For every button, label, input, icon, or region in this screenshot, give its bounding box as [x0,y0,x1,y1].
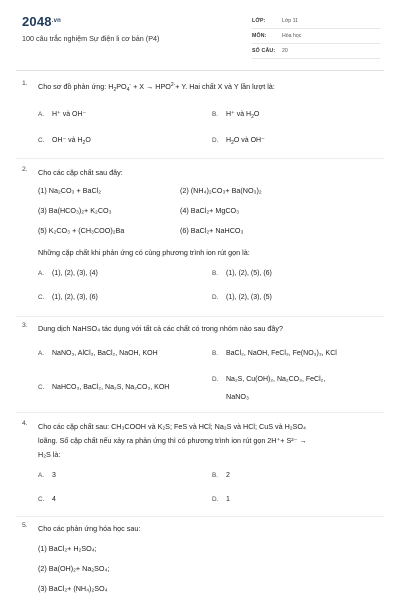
option-c[interactable]: C. 4 [38,496,56,503]
header-divider [16,70,384,71]
question-2 [22,166,378,180]
question-number: 1. [22,80,28,87]
option-d[interactable]: D. 1 [212,496,230,503]
reaction-item: (1) BaCl₂+ H₂SO₄; [38,544,97,553]
question-prompt: Những cặp chất khi phản ứng có cùng phương trình ion rút gọn là: [38,248,250,257]
option-a[interactable]: A. NaNO₃, AlCl₃, BaCl₂, NaOH, KOH [38,350,158,357]
meta-row-count [252,44,380,59]
option-d-continued: NaNO₃ [226,392,249,401]
meta-row-subject [252,29,380,44]
option-a[interactable]: A. (1), (2), (3), (4) [38,270,98,277]
meta-row-class [252,14,380,29]
meta-value: Hóa học [282,33,302,39]
option-b[interactable]: B. 2 [212,472,230,479]
header [0,0,400,78]
meta-key: MÔN: [252,33,267,39]
question-divider [16,516,384,517]
question-5 [22,522,378,536]
question-4 [22,420,378,462]
option-d[interactable]: D. $H_2O$ và OH⁻ [212,137,265,146]
question-divider [16,316,384,317]
question-stem: Cho các phản ứng hóa học sau: [38,524,141,533]
meta-table [252,14,380,59]
logo-main: 2048 [22,14,52,29]
meta-value: 20 [282,48,288,54]
option-c[interactable]: C. OH⁻ và $H_2O$ [38,137,91,146]
option-b[interactable]: B. BaCl₂, NaOH, FeCl₃, Fe(NO₃)₃, KCl [212,350,337,357]
option-b[interactable]: B. (1), (2), (5), (6) [212,270,272,277]
question-stem: Cho sơ đồ phản ứng: $H_2PO_4^- + X \to HPO^{2-}+ Y$. Hai chất X và Y lần lượt là: [38,82,275,93]
question-divider [16,158,384,159]
pair-item: (1) Na₂CO₃ + BaCl₂ [38,186,102,195]
meta-key: LỚP: [252,18,266,24]
option-a[interactable]: A. 3 [38,472,56,479]
stem-line: loãng. Số cặp chất nếu xảy ra phản ứng thì có phương trình ion rút gọn 2H⁺+ S²⁻ → [38,436,307,445]
question-number: 2. [22,166,28,173]
question-number: 5. [22,522,28,529]
question-number: 3. [22,322,28,329]
question-divider [16,412,384,413]
stem-line: Cho các cặp chất sau: CH₃COOH và K₂S; FeS và HCl; Na₂S và HCl; CuS và H₂SO₄ [38,422,306,431]
option-b[interactable]: B. H⁺ và $H_2O$ [212,111,260,120]
pair-item: (5) K₂CO₃ + (CH₃COO)₂Ba [38,226,125,235]
pair-item: (4) BaCl₂+ MgCO₃ [180,206,240,215]
question-1 [22,80,378,95]
meta-value: Lớp 11 [282,18,298,24]
option-d[interactable]: D. (1), (2), (3), (5) [212,294,272,301]
question-stem: Dung dịch NaHSO₄ tác dụng với tất cả các chất có trong nhóm nào sau đây? [38,324,283,333]
pair-item: (2) (NH₄)₂CO₃+ Ba(NO₃)₂ [180,186,262,195]
meta-key: SỐ CÂU: [252,48,276,54]
option-c[interactable]: C. NaHCO₃, BaCl₂, Na₂S, Na₂CO₃, KOH [38,384,170,391]
option-d[interactable]: D. Na₂S, Cu(OH)₂, Na₂CO₃, FeCl₂, [212,376,326,383]
reaction-item: (2) Ba(OH)₂+ Na₂SO₄; [38,564,110,573]
pair-item: (6) BaCl₂+ NaHCO₃ [180,226,244,235]
question-3 [22,322,378,336]
question-number: 4. [22,420,28,427]
question-stem: Cho các cặp chất sau đây: [38,168,123,177]
document-title: 100 câu trắc nghiệm Sự điện li cơ bản (P4) [22,34,160,43]
option-a[interactable]: A. H⁺ và OH⁻ [38,111,87,118]
option-c[interactable]: C. (1), (2), (3), (6) [38,294,98,301]
logo[interactable] [22,14,61,29]
stem-line: H₂S là: [38,450,61,459]
pair-item: (3) Ba(HCO₃)₂+ K₂CO₃ [38,206,112,215]
logo-suffix: .vn [51,18,62,24]
question-stem [38,420,378,462]
reaction-item: (3) BaCl₂+ (NH₄)₂SO₄ [38,584,108,593]
